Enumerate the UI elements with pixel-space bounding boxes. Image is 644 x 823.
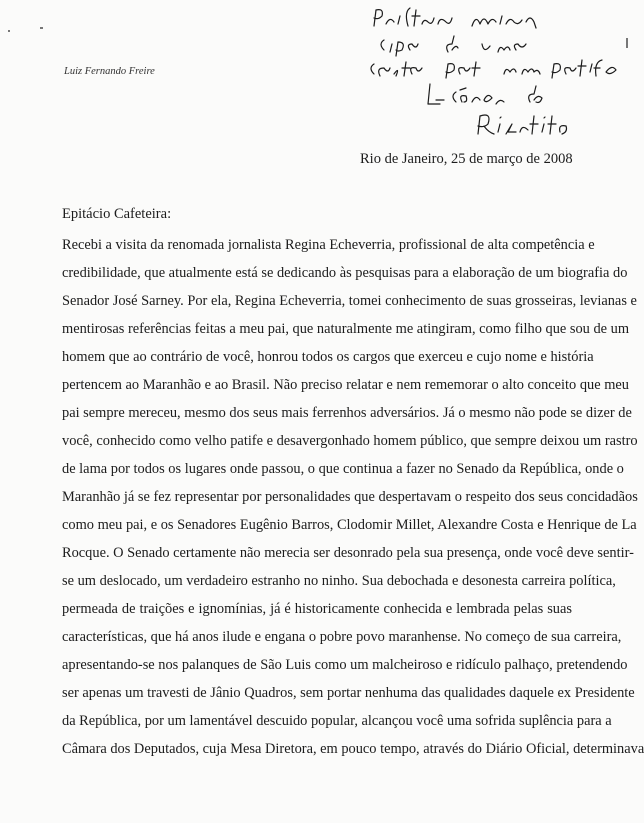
note-line (382, 36, 502, 54)
body-line: ser apenas um travesti de Jânio Quadros, sem portar nenhuma das qualidades daquele ex Presidente (62, 685, 635, 701)
body-line: Recebi a visita da renomada jornalista Regina Echeverria, profissional de alta competência e (62, 237, 595, 253)
body-line: permeada de traições e ignomínias, já é historicamente conhecida e lembrada pelas suas (62, 601, 572, 617)
author-name: Luiz Fernando Freire (64, 66, 155, 77)
scan-mark (40, 27, 43, 29)
body-line: pertencem ao Maranhão e ao Brasil. Não preciso relatar e nem rememorar o alto conceito que meu (62, 377, 629, 393)
letter-date: Rio de Janeiro, 25 de março de 2008 (360, 151, 573, 167)
body-line: de lama por todos os lugares onde passou, o que continua a fazer no Senado da República, onde o (62, 461, 624, 477)
body-line: Rocque. O Senado certamente não merecia ser desonrado pela sua presença, onde você deve sentir- (62, 545, 634, 561)
body-line: você, conhecido como velho patife e desavergonhado homem público, que sempre deixou um rastro (62, 433, 638, 449)
note-line (374, 10, 542, 28)
scan-mark (8, 30, 10, 32)
body-line: características, que há anos ilude e engana o pobre povo maranhense. No começo de sua carreira, (62, 629, 622, 645)
note-line (478, 116, 599, 134)
body-line: se um deslocado, um verdadeiro estranho no ninho. Sua debochada e desonesta carreira política, (62, 573, 616, 589)
body-line: Senador José Sarney. Por ela, Regina Echeverria, tomei conhecimento de suas grosseiras, levianas e (62, 293, 637, 309)
body-line: Maranhão já se fez representar por personalidades que despertavam o respeito dos seus concidadãos (62, 489, 638, 505)
body-line: Câmara dos Deputados, cuja Mesa Diretora, em pouco tempo, através do Diário Oficial, determinava (62, 741, 644, 757)
body-line: da República, por um lamentável descuido popular, alcançou você uma sofrida suplência para a (62, 713, 612, 729)
body-line: credibilidade, que atualmente está se dedicando às pesquisas para a elaboração de um biografia do (62, 265, 628, 281)
handwritten-note (360, 4, 630, 144)
body-line: mentirosas referências feitas a meu pai, que naturalmente me atingiram, como filho que sou de um (62, 321, 630, 337)
letter-body (62, 231, 644, 763)
body-line: homem que ao contrário de você, honrou todos os cargos que exerceu e cujo nome e história (62, 349, 594, 365)
note-line (428, 88, 530, 106)
body-line: como meu pai, e os Senadores Eugênio Barros, Clodomir Millet, Alexandre Costa e Henrique de La (62, 517, 637, 533)
body-line: apresentando-se nos palanques de São Luis como um malcheiroso e ridículo palhaço, pretendendo (62, 657, 628, 673)
body-line: pai sempre mereceu, mesmo dos seus mais ferrenhos adversários. Já o mesmo não pode se dizer de (62, 405, 632, 421)
note-line (368, 62, 552, 80)
salutation: Epitácio Cafeteira: (62, 206, 172, 222)
